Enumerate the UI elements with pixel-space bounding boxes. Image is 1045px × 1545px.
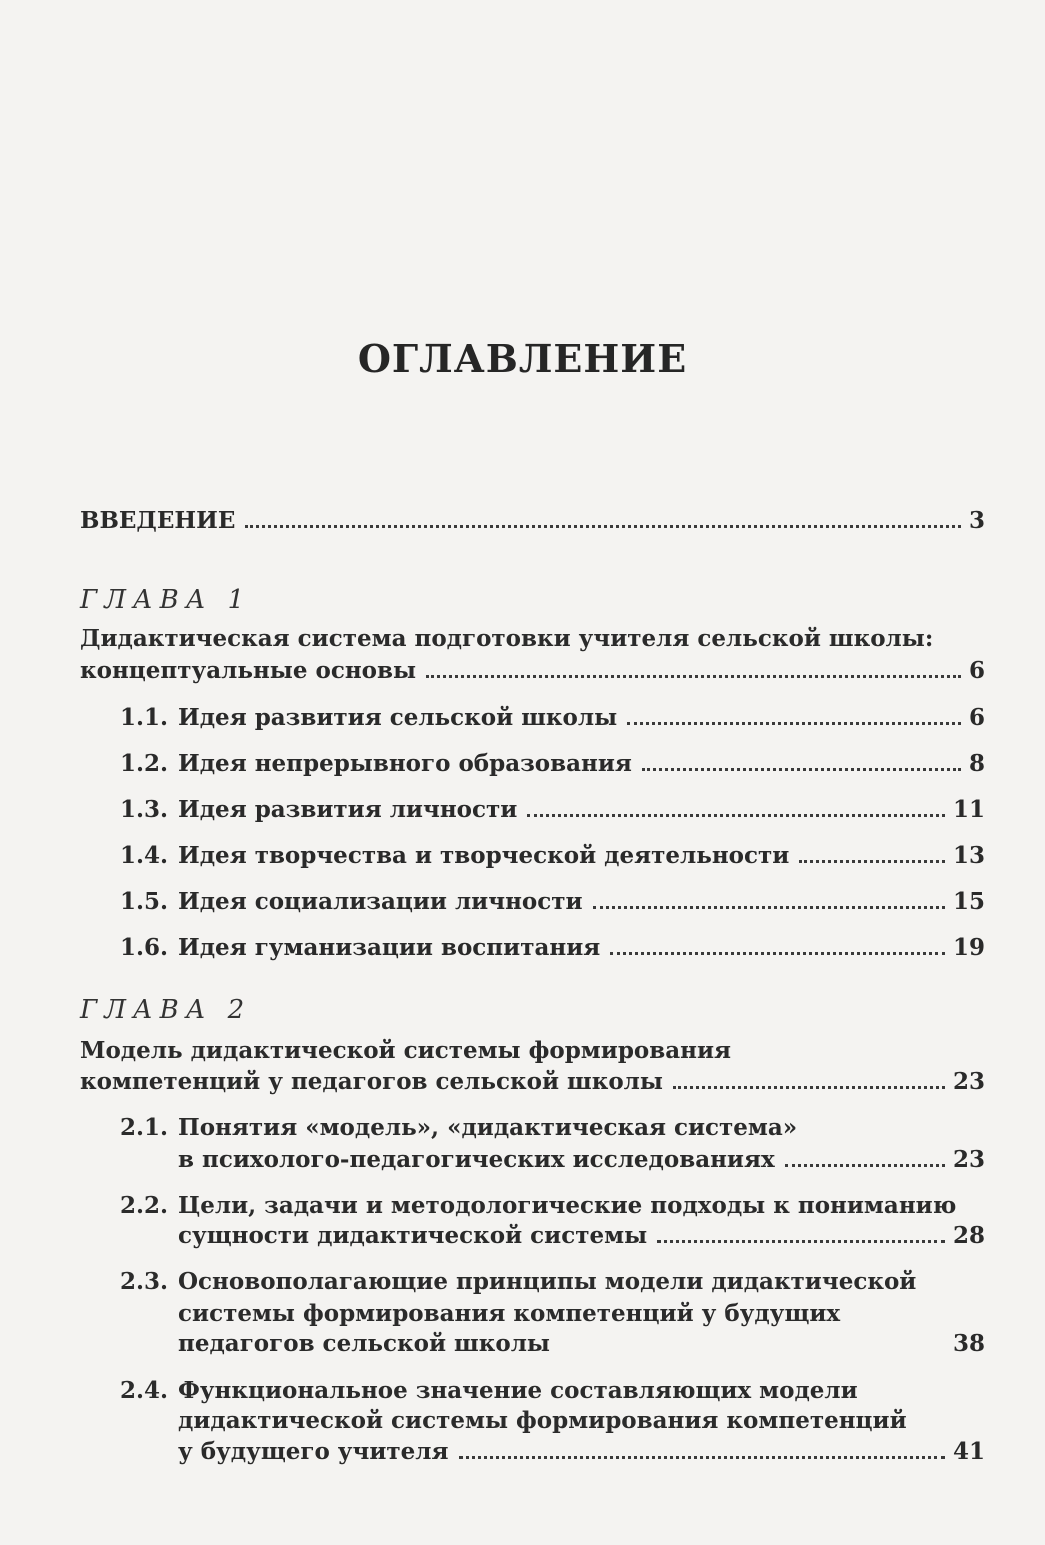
- toc-page-number: 13: [952, 842, 985, 869]
- dot-leader: [245, 525, 961, 528]
- toc-entry-chapter1[interactable]: [80, 657, 985, 684]
- chapter-title-line[interactable]: Модель дидактической системы формирования: [80, 1037, 732, 1064]
- toc-entry-section[interactable]: [120, 796, 985, 823]
- dot-leader: [610, 952, 945, 955]
- toc-page-number: 41: [952, 1438, 985, 1465]
- toc-entry-section[interactable]: [120, 750, 985, 777]
- toc-entry-label: ВВЕДЕНИЕ: [80, 507, 236, 534]
- toc-entry-section[interactable]: [120, 888, 985, 915]
- page-title: ОГЛАВЛЕНИЕ: [357, 336, 688, 381]
- dot-leader: [785, 1164, 945, 1167]
- chapter-heading: ГЛАВА 2: [80, 995, 252, 1025]
- section-number: 1.2.: [120, 750, 169, 777]
- toc-entry-section[interactable]: [178, 1146, 985, 1173]
- dot-leader: [799, 860, 945, 863]
- dot-leader: [642, 768, 961, 771]
- dot-leader: [627, 722, 961, 725]
- toc-page-number: 6: [968, 704, 985, 731]
- dot-leader: [527, 814, 945, 817]
- toc-page-number: 19: [952, 934, 985, 961]
- dot-leader: [593, 906, 945, 909]
- section-number: 2.1.: [120, 1114, 169, 1141]
- toc-page-number: 23: [952, 1146, 985, 1173]
- toc-entry-label: Идея гуманизации воспитания: [178, 934, 601, 961]
- section-title-line[interactable]: Понятия «модель», «дидактическая система»: [178, 1114, 798, 1141]
- toc-page-number: 11: [952, 796, 985, 823]
- toc-entry-label: Идея непрерывного образования: [178, 750, 632, 777]
- section-number: 1.5.: [120, 888, 169, 915]
- section-number: 1.6.: [120, 934, 169, 961]
- section-title-line[interactable]: Функциональное значение составляющих модели: [178, 1377, 858, 1404]
- chapter-title-line[interactable]: Дидактическая система подготовки учителя сельской школы:: [80, 625, 934, 652]
- toc-entry-section[interactable]: [178, 1438, 985, 1465]
- toc-entry-label: концептуальные основы: [80, 657, 417, 684]
- toc-page-number: 15: [952, 888, 985, 915]
- section-title-line[interactable]: дидактической системы формирования компетенций: [178, 1407, 907, 1434]
- toc-entry-section[interactable]: [178, 1330, 985, 1357]
- toc-page-number: 8: [968, 750, 985, 777]
- toc-entry-label: Идея творчества и творческой деятельности: [178, 842, 790, 869]
- toc-entry-section[interactable]: [120, 934, 985, 961]
- dot-leader: [657, 1240, 945, 1243]
- dot-leader: [673, 1086, 945, 1089]
- section-title-line[interactable]: Цели, задачи и методологические подходы к пониманию: [178, 1192, 957, 1219]
- toc-entry-chapter2[interactable]: [80, 1068, 985, 1095]
- toc-entry-section[interactable]: [120, 842, 985, 869]
- section-number: 2.4.: [120, 1377, 169, 1404]
- toc-entry-label: Идея развития личности: [178, 796, 518, 823]
- section-title-line[interactable]: Основополагающие принципы модели дидактической: [178, 1268, 917, 1295]
- toc-page-number: 23: [952, 1068, 985, 1095]
- chapter-heading: ГЛАВА 1: [80, 585, 252, 615]
- toc-entry-section[interactable]: [178, 1222, 985, 1249]
- toc-entry-label: сущности дидактической системы: [178, 1222, 648, 1249]
- section-number: 1.4.: [120, 842, 169, 869]
- toc-entry-intro[interactable]: [80, 507, 985, 534]
- dot-leader: [459, 1456, 945, 1459]
- toc-entry-label: Идея развития сельской школы: [178, 704, 618, 731]
- toc-page-number: 28: [952, 1222, 985, 1249]
- toc-entry-label: компетенций у педагогов сельской школы: [80, 1068, 663, 1095]
- toc-entry-label: педагогов сельской школы: [178, 1330, 550, 1357]
- section-number: 2.2.: [120, 1192, 169, 1219]
- toc-page-number: 38: [952, 1330, 985, 1357]
- toc-entry-label: Идея социализации личности: [178, 888, 583, 915]
- dot-leader: [560, 1348, 945, 1351]
- section-number: 2.3.: [120, 1268, 169, 1295]
- section-number: 1.3.: [120, 796, 169, 823]
- toc-page-number: 3: [968, 507, 985, 534]
- toc-page-number: 6: [968, 657, 985, 684]
- section-number: 1.1.: [120, 704, 169, 731]
- toc-entry-section[interactable]: [120, 704, 985, 731]
- section-title-line[interactable]: системы формирования компетенций у будущих: [178, 1300, 841, 1327]
- toc-entry-label: в психолого-педагогических исследованиях: [178, 1146, 775, 1173]
- dot-leader: [426, 675, 961, 678]
- toc-entry-label: у будущего учителя: [178, 1438, 449, 1465]
